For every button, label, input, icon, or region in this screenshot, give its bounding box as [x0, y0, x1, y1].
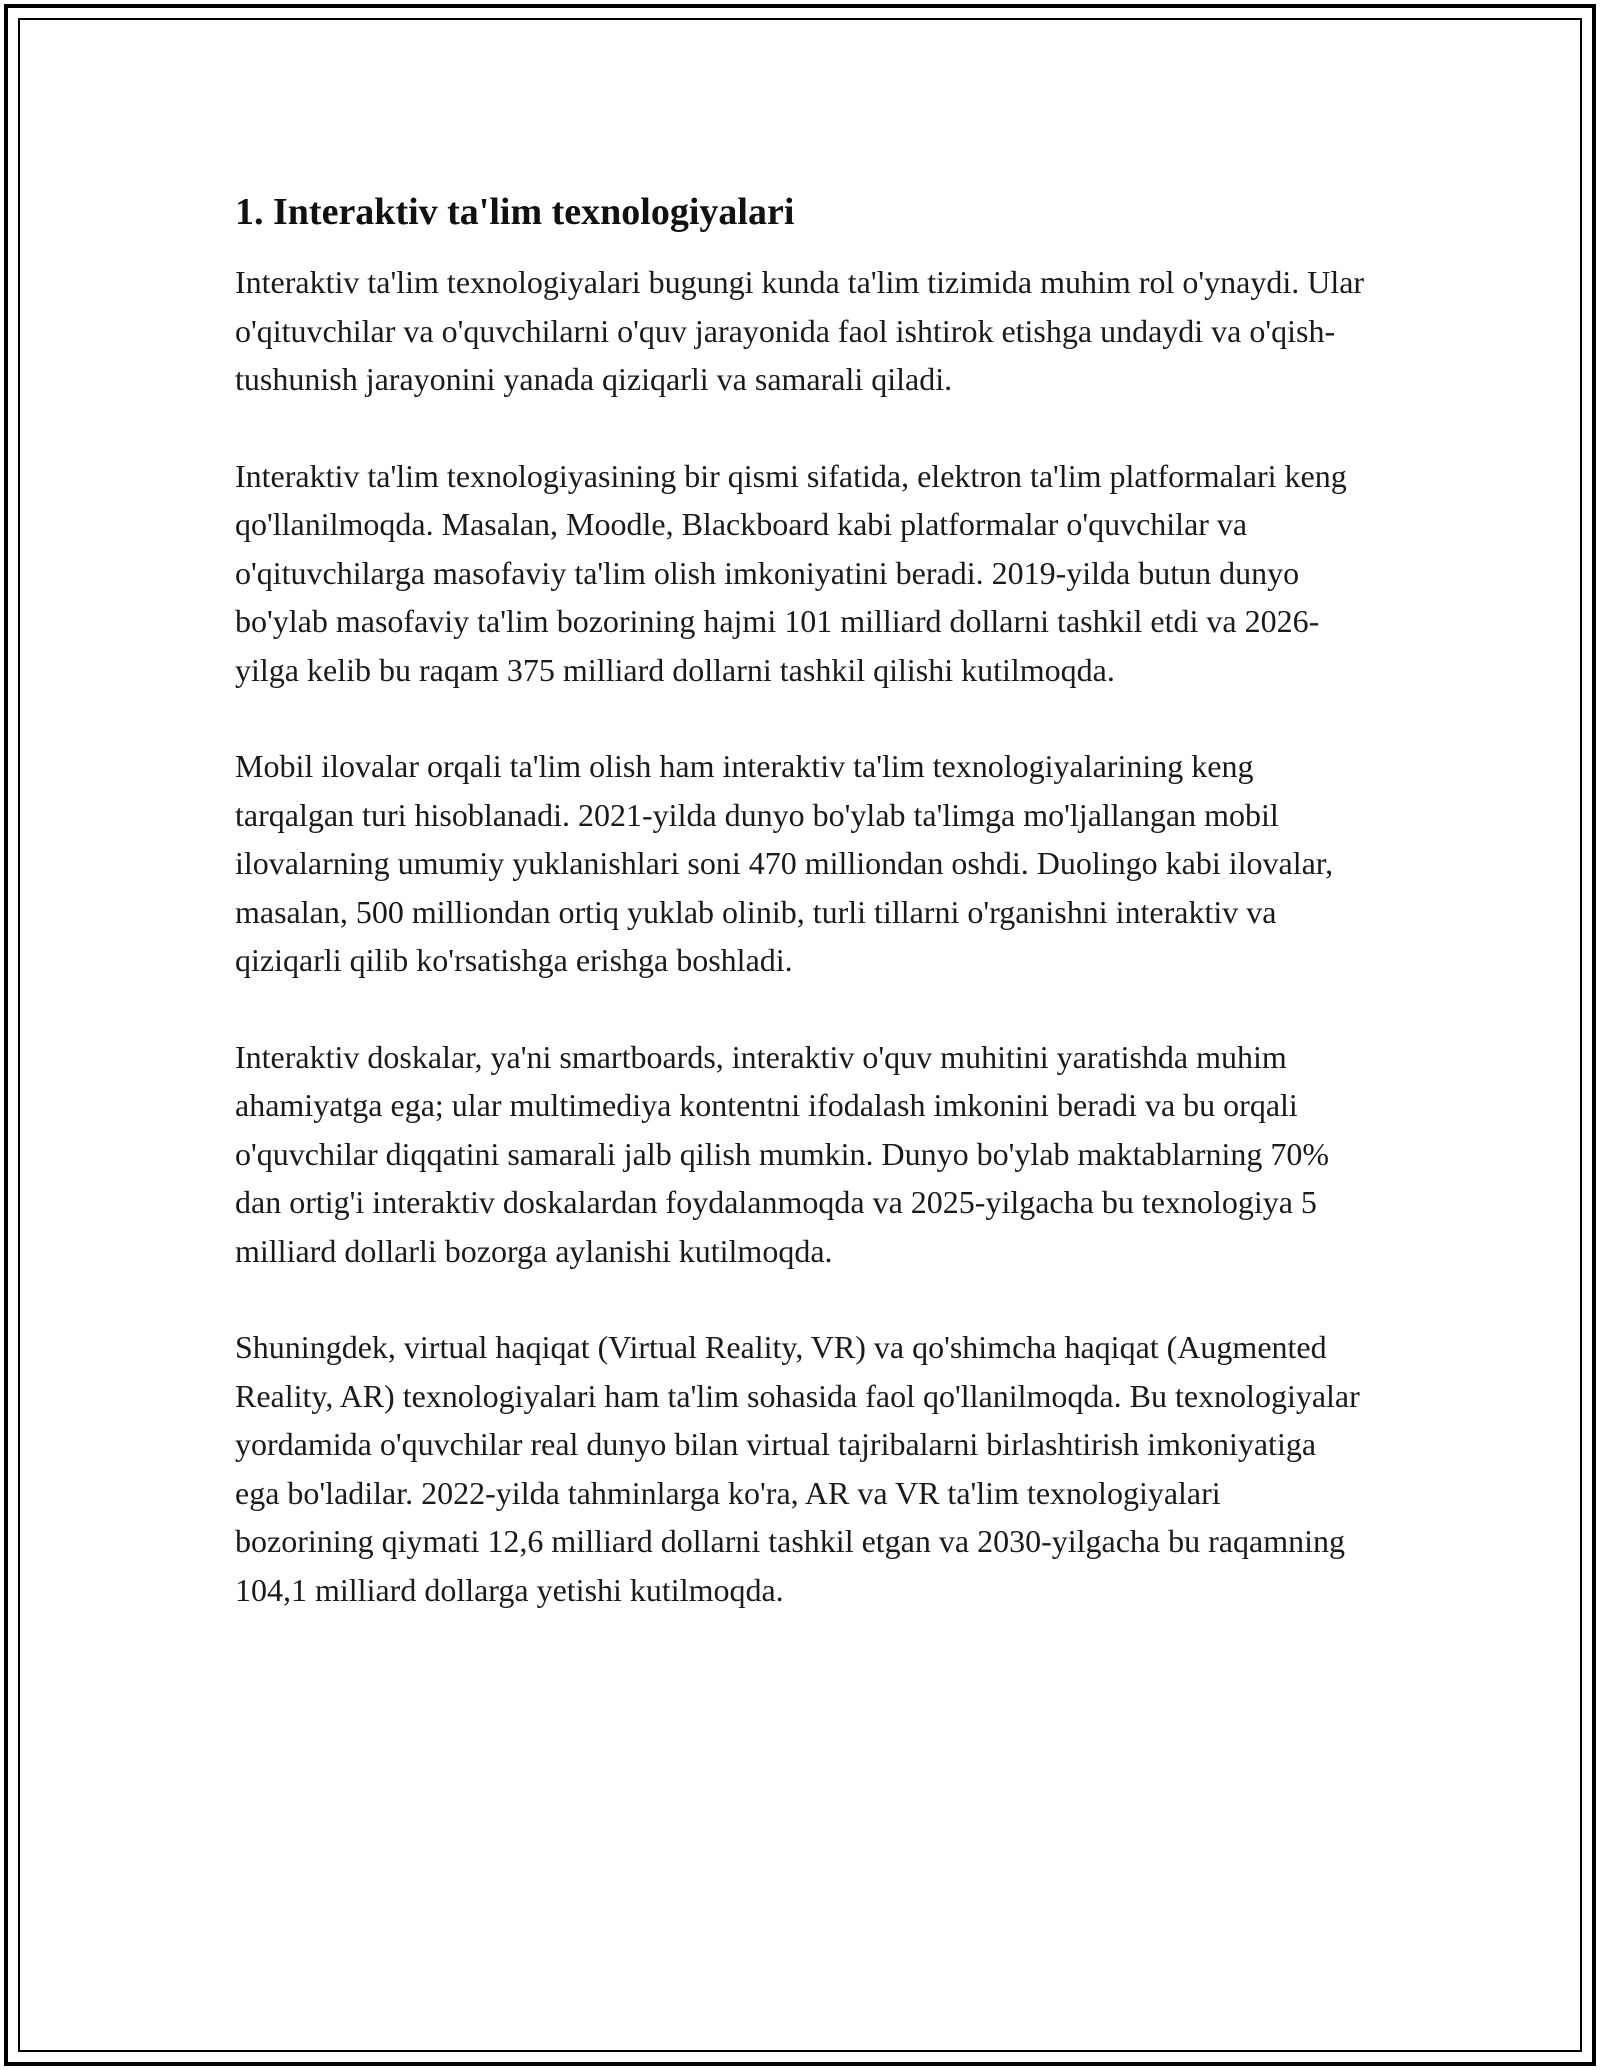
paragraph-mobile-apps: Mobil ilovalar orqali ta'lim olish ham interaktiv ta'lim texnologiyalarining keng tarqalgan turi hisoblanadi. 2021-yilda dunyo bo'ylab ta'limga mo'ljallangan mobil ilovalarning umumiy yuklanishlari soni 470 milliondan oshdi. Duolingo kabi ilovalar, masalan, 500 milliondan ortiq yuklab olinib, turli tillarni o'rganishni interaktiv va qiziqarli qilib ko'rsatishga erishga boshladi. — [235, 748, 1334, 978]
paragraph-smartboards: Interaktiv doskalar, ya'ni smartboards, interaktiv o'quv muhitini yaratishda muhim ahamiyatga ega; ular multimediya kontentni ifodalash imkonini beradi va bu orqali o'quvchilar diqqatini samarali jalb qilish mumkin. Dunyo bo'ylab maktablarning 70% dan ortig'i interaktiv doskalardan foydalanmoqda va 2025-yilgacha bu texnologiya 5 milliard dollarli bozorga aylanishi kutilmoqda. — [235, 1038, 1329, 1269]
paragraph-vr-ar: Shuningdek, virtual haqiqat (Virtual Reality, VR) va qo'shimcha haqiqat (Augmented Reality, AR) texnologiyalari ham ta'lim sohasida faol qo'llanilmoqda. Bu texnologiyalar yordamida o'quvchilar real dunyo bilan virtual tajribalarni birlashtirish imkoniyatiga ega bo'ladilar. 2022-yilda tahminlarga ko'ra, AR va VR ta'lim texnologiyalari bozorining qiymati 12,6 milliard dollarni tashkil etgan va 2030-yilgacha bu raqamning 104,1 milliard dollarga yetishi kutilmoqda. — [235, 1329, 1360, 1608]
document-body — [235, 188, 1365, 1662]
section-heading: 1. Interaktiv ta'lim texnologiyalari — [235, 191, 795, 233]
paragraph-intro: Interaktiv ta'lim texnologiyalari bugungi kunda ta'lim tizimida muhim rol o'ynaydi. Ular o'qituvchilar va o'quvchilarni o'quv jarayonida faol ishtirok etishga undaydi va o'qish-tushunish jarayonini yanada qiziqarli va samarali qiladi. — [235, 264, 1365, 397]
paragraph-elearning-platforms: Interaktiv ta'lim texnologiyasining bir qismi sifatida, elektron ta'lim platformalari keng qo'llanilmoqda. Masalan, Moodle, Blackboard kabi platformalar o'quvchilar va o'qituvchilarga masofaviy ta'lim olish imkoniyatini beradi. 2019-yilda butun dunyo bo'ylab masofaviy ta'lim bozorining hajmi 101 milliard dollarni tashkil etdi va 2026-yilga kelib bu raqam 375 milliard dollarni tashkil qilishi kutilmoqda. — [235, 457, 1347, 688]
